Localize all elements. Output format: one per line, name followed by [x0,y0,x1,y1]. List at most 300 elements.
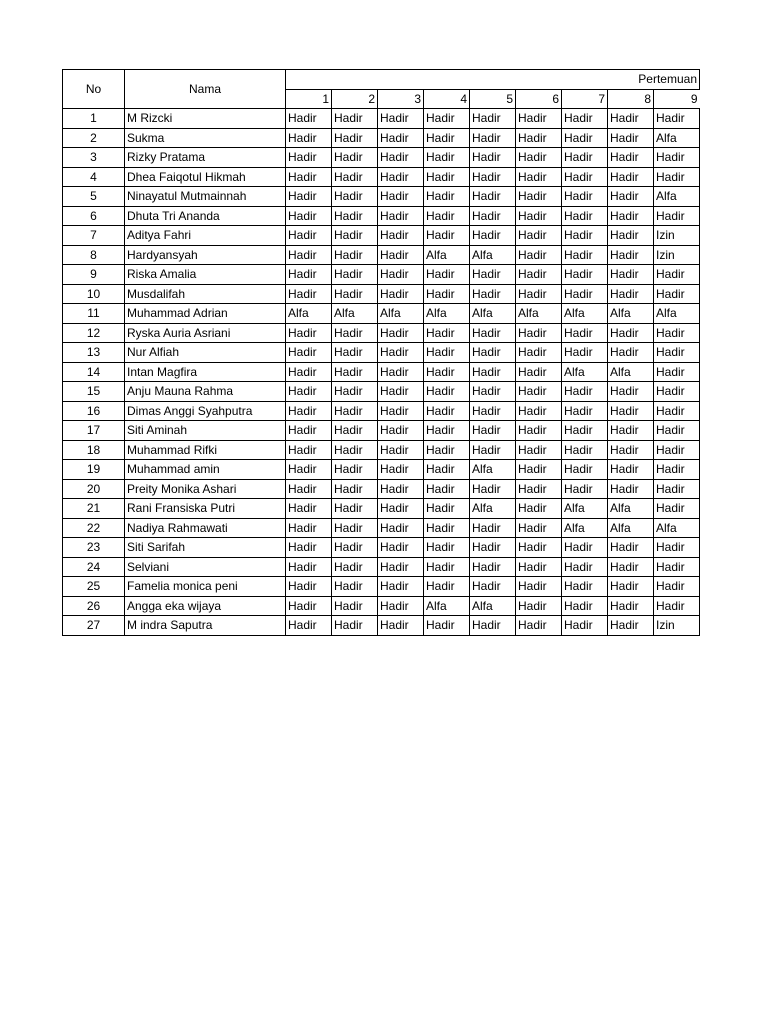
attendance-cell: Hadir [424,440,470,460]
table-row [63,479,700,499]
attendance-cell: Hadir [562,440,608,460]
attendance-cell: Hadir [332,343,378,363]
attendance-cell: Hadir [332,538,378,558]
attendance-cell: Hadir [378,284,424,304]
attendance-cell: Hadir [286,167,332,187]
attendance-cell: Hadir [516,577,562,597]
attendance-cell: Hadir [332,148,378,168]
attendance-cell: Hadir [608,440,654,460]
attendance-cell: Hadir [516,479,562,499]
pertemuan-header: Pertemuan [286,70,700,90]
attendance-cell: Hadir [516,538,562,558]
table-row [63,187,700,207]
attendance-cell: Hadir [470,226,516,246]
attendance-cell: Hadir [378,245,424,265]
row-number-cell: 22 [63,518,125,538]
row-number-cell: 20 [63,479,125,499]
student-name-cell: Hardyansyah [125,245,286,265]
attendance-cell: Hadir [286,284,332,304]
attendance-cell: Hadir [608,206,654,226]
student-name-cell: Riska Amalia [125,265,286,285]
row-number-cell: 13 [63,343,125,363]
attendance-cell: Hadir [286,577,332,597]
attendance-cell: Hadir [516,616,562,636]
attendance-cell: Hadir [516,167,562,187]
attendance-cell: Hadir [516,187,562,207]
attendance-cell: Hadir [424,479,470,499]
attendance-cell: Alfa [332,304,378,324]
attendance-cell: Hadir [332,187,378,207]
attendance-cell: Alfa [608,362,654,382]
meeting-number-header: 1 [286,89,332,109]
attendance-cell: Hadir [562,187,608,207]
attendance-cell: Hadir [562,265,608,285]
attendance-cell: Hadir [654,362,700,382]
attendance-cell: Hadir [332,284,378,304]
attendance-cell: Hadir [424,362,470,382]
attendance-cell: Hadir [332,616,378,636]
attendance-cell: Hadir [654,538,700,558]
row-number-cell: 9 [63,265,125,285]
attendance-cell: Hadir [424,382,470,402]
attendance-cell: Hadir [424,401,470,421]
row-number-cell: 27 [63,616,125,636]
attendance-cell: Hadir [562,343,608,363]
attendance-cell: Hadir [516,460,562,480]
attendance-cell: Hadir [424,538,470,558]
table-row [63,167,700,187]
no-column-header: No [63,70,125,109]
attendance-cell: Hadir [286,499,332,519]
attendance-cell: Hadir [654,557,700,577]
row-number-cell: 18 [63,440,125,460]
attendance-cell: Hadir [516,596,562,616]
attendance-cell: Hadir [332,518,378,538]
attendance-cell: Hadir [562,148,608,168]
attendance-cell: Hadir [332,479,378,499]
attendance-cell: Hadir [516,382,562,402]
attendance-cell: Hadir [378,401,424,421]
attendance-cell: Hadir [516,518,562,538]
attendance-cell: Hadir [332,596,378,616]
table-row [63,557,700,577]
attendance-cell: Hadir [378,479,424,499]
attendance-cell: Hadir [378,616,424,636]
attendance-cell: Hadir [608,284,654,304]
attendance-cell: Hadir [470,128,516,148]
attendance-cell: Hadir [286,479,332,499]
attendance-cell: Hadir [424,557,470,577]
table-row [63,577,700,597]
student-name-cell: Selviani [125,557,286,577]
row-number-cell: 11 [63,304,125,324]
attendance-cell: Alfa [562,362,608,382]
attendance-cell: Hadir [378,226,424,246]
attendance-cell: Hadir [608,479,654,499]
row-number-cell: 25 [63,577,125,597]
attendance-cell: Hadir [286,323,332,343]
attendance-cell: Hadir [424,265,470,285]
attendance-cell: Hadir [332,109,378,129]
attendance-cell: Hadir [332,401,378,421]
table-row [63,518,700,538]
row-number-cell: 17 [63,421,125,441]
attendance-cell: Hadir [562,596,608,616]
attendance-cell: Hadir [562,109,608,129]
attendance-cell: Hadir [424,421,470,441]
meeting-number-header: 2 [332,89,378,109]
attendance-cell: Hadir [562,382,608,402]
attendance-cell: Alfa [378,304,424,324]
attendance-cell: Hadir [470,187,516,207]
table-row [63,128,700,148]
attendance-cell: Hadir [424,323,470,343]
attendance-cell: Hadir [286,421,332,441]
attendance-cell: Hadir [608,167,654,187]
attendance-cell: Hadir [470,440,516,460]
attendance-cell: Hadir [608,343,654,363]
attendance-cell: Hadir [654,577,700,597]
attendance-cell: Hadir [562,323,608,343]
row-number-cell: 8 [63,245,125,265]
row-number-cell: 24 [63,557,125,577]
attendance-cell: Hadir [286,148,332,168]
attendance-cell: Hadir [286,343,332,363]
attendance-cell: Hadir [286,616,332,636]
attendance-cell: Hadir [470,148,516,168]
row-number-cell: 5 [63,187,125,207]
attendance-cell: Hadir [286,557,332,577]
attendance-cell: Hadir [562,616,608,636]
attendance-cell: Hadir [608,148,654,168]
attendance-cell: Hadir [286,206,332,226]
attendance-cell: Hadir [562,206,608,226]
student-name-cell: Ninayatul Mutmainnah [125,187,286,207]
attendance-cell: Hadir [470,479,516,499]
student-name-cell: Intan Magfira [125,362,286,382]
attendance-cell: Hadir [470,518,516,538]
student-name-cell: Nur Alfiah [125,343,286,363]
attendance-cell: Hadir [516,421,562,441]
attendance-cell: Hadir [608,245,654,265]
attendance-cell: Hadir [654,421,700,441]
attendance-cell: Hadir [332,421,378,441]
row-number-cell: 14 [63,362,125,382]
attendance-cell: Hadir [470,616,516,636]
student-name-cell: Musdalifah [125,284,286,304]
table-row [63,440,700,460]
student-name-cell: Siti Sarifah [125,538,286,558]
attendance-cell: Hadir [654,382,700,402]
attendance-cell: Hadir [332,557,378,577]
student-name-cell: Muhammad amin [125,460,286,480]
attendance-cell: Hadir [470,343,516,363]
attendance-cell: Hadir [424,187,470,207]
table-row [63,284,700,304]
attendance-cell: Hadir [562,577,608,597]
attendance-cell: Hadir [470,382,516,402]
nama-column-header: Nama [125,70,286,109]
attendance-cell: Hadir [286,245,332,265]
attendance-cell: Hadir [470,362,516,382]
attendance-cell: Hadir [608,226,654,246]
table-row [63,538,700,558]
row-number-cell: 15 [63,382,125,402]
attendance-cell: Hadir [516,245,562,265]
attendance-cell: Hadir [608,401,654,421]
attendance-cell: Hadir [470,538,516,558]
student-name-cell: Sukma [125,128,286,148]
row-number-cell: 6 [63,206,125,226]
attendance-cell: Alfa [562,499,608,519]
row-number-cell: 12 [63,323,125,343]
attendance-cell: Hadir [378,167,424,187]
attendance-cell: Hadir [654,206,700,226]
attendance-cell: Hadir [562,479,608,499]
table-row [63,596,700,616]
attendance-cell: Hadir [378,206,424,226]
attendance-cell: Hadir [516,440,562,460]
attendance-cell: Alfa [470,304,516,324]
attendance-cell: Hadir [424,226,470,246]
row-number-cell: 16 [63,401,125,421]
attendance-cell: Hadir [378,343,424,363]
attendance-cell: Hadir [332,499,378,519]
attendance-cell: Hadir [608,460,654,480]
attendance-cell: Hadir [378,128,424,148]
attendance-cell: Hadir [654,148,700,168]
attendance-cell: Hadir [470,577,516,597]
table-row [63,226,700,246]
attendance-cell: Hadir [654,596,700,616]
attendance-cell: Alfa [286,304,332,324]
attendance-cell: Hadir [470,109,516,129]
table-row [63,362,700,382]
attendance-cell: Hadir [470,421,516,441]
attendance-cell: Hadir [470,557,516,577]
row-number-cell: 3 [63,148,125,168]
meeting-number-header: 7 [562,89,608,109]
attendance-cell: Hadir [470,265,516,285]
attendance-cell: Hadir [608,577,654,597]
student-name-cell: Nadiya Rahmawati [125,518,286,538]
table-row [63,109,700,129]
attendance-cell: Hadir [654,479,700,499]
student-name-cell: Preity Monika Ashari [125,479,286,499]
student-name-cell: M Rizcki [125,109,286,129]
student-name-cell: Rizky Pratama [125,148,286,168]
attendance-cell: Hadir [286,538,332,558]
attendance-cell: Hadir [332,382,378,402]
attendance-cell: Hadir [424,343,470,363]
attendance-cell: Hadir [654,401,700,421]
attendance-cell: Izin [654,616,700,636]
attendance-cell: Hadir [608,128,654,148]
attendance-cell: Alfa [424,304,470,324]
attendance-cell: Hadir [332,440,378,460]
table-header [63,70,700,109]
attendance-cell: Hadir [424,128,470,148]
table-row [63,148,700,168]
row-number-cell: 4 [63,167,125,187]
attendance-cell: Hadir [286,187,332,207]
student-name-cell: Aditya Fahri [125,226,286,246]
attendance-cell: Hadir [378,265,424,285]
attendance-cell: Hadir [516,128,562,148]
student-name-cell: Angga eka wijaya [125,596,286,616]
attendance-cell: Hadir [608,557,654,577]
student-name-cell: Muhammad Rifki [125,440,286,460]
attendance-cell: Hadir [470,206,516,226]
attendance-cell: Hadir [286,128,332,148]
attendance-cell: Hadir [608,109,654,129]
student-name-cell: Dhea Faiqotul Hikmah [125,167,286,187]
attendance-cell: Hadir [654,265,700,285]
attendance-cell: Hadir [424,284,470,304]
attendance-cell: Hadir [470,401,516,421]
table-row [63,206,700,226]
student-name-cell: Rani Fransiska Putri [125,499,286,519]
attendance-cell: Hadir [654,323,700,343]
attendance-cell: Hadir [424,109,470,129]
attendance-cell: Hadir [654,343,700,363]
attendance-cell: Hadir [286,518,332,538]
attendance-cell: Hadir [286,401,332,421]
row-number-cell: 23 [63,538,125,558]
attendance-cell: Hadir [654,460,700,480]
meeting-number-header: 5 [470,89,516,109]
attendance-cell: Hadir [608,265,654,285]
attendance-cell: Hadir [562,284,608,304]
attendance-cell: Hadir [516,226,562,246]
attendance-cell: Hadir [470,167,516,187]
attendance-cell: Hadir [608,187,654,207]
attendance-cell: Alfa [562,304,608,324]
attendance-cell: Hadir [332,577,378,597]
student-name-cell: Dimas Anggi Syahputra [125,401,286,421]
attendance-cell: Hadir [424,148,470,168]
meeting-number-header: 3 [378,89,424,109]
attendance-cell: Hadir [332,226,378,246]
attendance-cell: Alfa [470,460,516,480]
attendance-cell: Hadir [562,538,608,558]
attendance-cell: Hadir [424,499,470,519]
header-row-top [63,70,700,90]
attendance-cell: Hadir [378,187,424,207]
attendance-cell: Hadir [516,206,562,226]
attendance-cell: Hadir [654,440,700,460]
attendance-cell: Hadir [516,323,562,343]
row-number-cell: 10 [63,284,125,304]
attendance-cell: Hadir [286,382,332,402]
table-row [63,323,700,343]
attendance-cell: Hadir [286,440,332,460]
attendance-cell: Hadir [608,323,654,343]
attendance-cell: Alfa [608,518,654,538]
student-name-cell: Ryska Auria Asriani [125,323,286,343]
attendance-cell: Hadir [378,538,424,558]
attendance-cell: Hadir [286,265,332,285]
student-name-cell: Famelia monica peni [125,577,286,597]
attendance-cell: Hadir [562,226,608,246]
attendance-cell: Alfa [424,596,470,616]
attendance-cell: Hadir [378,109,424,129]
attendance-cell: Alfa [516,304,562,324]
attendance-cell: Alfa [470,499,516,519]
attendance-cell: Alfa [654,304,700,324]
table-body [63,109,700,636]
attendance-cell: Hadir [562,401,608,421]
attendance-table [62,69,700,636]
attendance-cell: Hadir [654,499,700,519]
attendance-cell: Hadir [424,206,470,226]
attendance-cell: Hadir [516,362,562,382]
table-row [63,499,700,519]
attendance-cell: Hadir [562,167,608,187]
student-name-cell: Dhuta Tri Ananda [125,206,286,226]
table-row [63,401,700,421]
attendance-cell: Hadir [286,460,332,480]
attendance-cell: Hadir [562,128,608,148]
attendance-cell: Hadir [608,382,654,402]
attendance-cell: Alfa [470,596,516,616]
attendance-cell: Hadir [286,362,332,382]
row-number-cell: 2 [63,128,125,148]
table-row [63,245,700,265]
attendance-cell: Hadir [562,557,608,577]
attendance-cell: Izin [654,226,700,246]
attendance-cell: Hadir [608,616,654,636]
attendance-cell: Hadir [562,245,608,265]
attendance-cell: Hadir [286,596,332,616]
attendance-cell: Hadir [516,109,562,129]
attendance-cell: Hadir [378,518,424,538]
attendance-cell: Hadir [332,128,378,148]
student-name-cell: Anju Mauna Rahma [125,382,286,402]
attendance-cell: Hadir [332,206,378,226]
attendance-cell: Hadir [424,616,470,636]
meeting-number-header: 9 [654,89,700,109]
row-number-cell: 21 [63,499,125,519]
meeting-number-header: 4 [424,89,470,109]
attendance-cell: Hadir [516,148,562,168]
attendance-cell: Hadir [378,596,424,616]
attendance-cell: Hadir [378,421,424,441]
attendance-cell: Hadir [424,167,470,187]
attendance-cell: Hadir [608,421,654,441]
attendance-cell: Hadir [470,323,516,343]
attendance-cell: Alfa [608,499,654,519]
table-row [63,460,700,480]
attendance-cell: Hadir [378,440,424,460]
attendance-cell: Hadir [286,109,332,129]
row-number-cell: 1 [63,109,125,129]
attendance-cell: Alfa [654,518,700,538]
row-number-cell: 26 [63,596,125,616]
attendance-cell: Hadir [516,265,562,285]
attendance-cell: Hadir [562,460,608,480]
attendance-cell: Hadir [424,518,470,538]
row-number-cell: 19 [63,460,125,480]
attendance-cell: Hadir [562,421,608,441]
attendance-cell: Hadir [332,167,378,187]
attendance-cell: Hadir [608,596,654,616]
attendance-cell: Hadir [516,401,562,421]
table-row [63,421,700,441]
attendance-cell: Hadir [378,499,424,519]
attendance-cell: Hadir [654,109,700,129]
attendance-cell: Alfa [654,187,700,207]
